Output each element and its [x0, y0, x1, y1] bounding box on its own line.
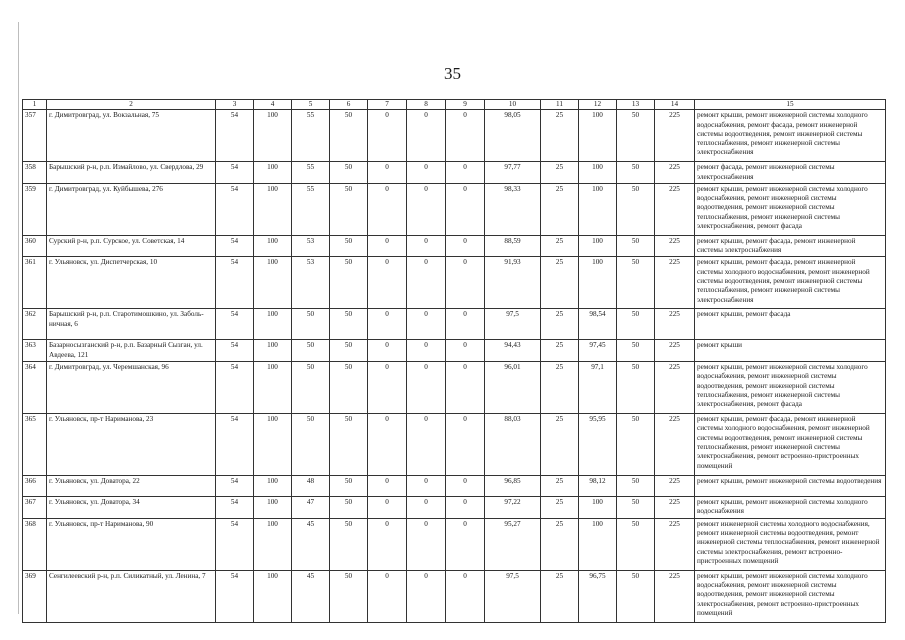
value-cell: 50	[292, 362, 330, 414]
value-cell: 50	[292, 309, 330, 340]
value-cell: 100	[254, 570, 292, 622]
value-cell: 225	[655, 570, 695, 622]
column-header: 9	[446, 100, 485, 110]
value-cell: 50	[617, 309, 655, 340]
value-cell: 97,5	[485, 570, 541, 622]
value-cell: 25	[541, 414, 579, 476]
value-cell: 98,05	[485, 110, 541, 162]
value-cell: 0	[368, 340, 407, 362]
address-cell: г. Димитровград, ул. Черемшанская, 96	[47, 362, 216, 414]
value-cell: 50	[617, 162, 655, 184]
value-cell: 91,93	[485, 257, 541, 309]
works-cell: ремонт крыши, ремонт инженерной системы холодного водоснабжения, ремонт инженерной системы водоотведения, ремонт инженерной системы теплоснабжения, ремонт инженерной системы электроснабжения, ремонт фасада	[695, 362, 886, 414]
column-header: 10	[485, 100, 541, 110]
value-cell: 25	[541, 362, 579, 414]
table-row	[23, 162, 886, 184]
row-number: 359	[23, 183, 47, 235]
address-cell: г. Ульяновск, пр-т Нариманова, 90	[47, 518, 216, 570]
value-cell: 0	[368, 162, 407, 184]
value-cell: 0	[407, 183, 446, 235]
value-cell: 97,45	[579, 340, 617, 362]
table-row	[23, 518, 886, 570]
value-cell: 100	[579, 518, 617, 570]
value-cell: 225	[655, 518, 695, 570]
value-cell: 48	[292, 476, 330, 497]
value-cell: 54	[216, 476, 254, 497]
value-cell: 0	[446, 257, 485, 309]
column-header: 8	[407, 100, 446, 110]
value-cell: 225	[655, 235, 695, 257]
works-cell: ремонт крыши, ремонт фасада	[695, 309, 886, 340]
value-cell: 55	[292, 110, 330, 162]
value-cell: 0	[368, 570, 407, 622]
value-cell: 0	[446, 183, 485, 235]
value-cell: 50	[617, 570, 655, 622]
value-cell: 100	[579, 235, 617, 257]
value-cell: 55	[292, 162, 330, 184]
value-cell: 0	[368, 110, 407, 162]
value-cell: 0	[446, 110, 485, 162]
value-cell: 50	[330, 476, 368, 497]
value-cell: 225	[655, 497, 695, 519]
row-number: 363	[23, 340, 47, 362]
column-header: 6	[330, 100, 368, 110]
value-cell: 97,77	[485, 162, 541, 184]
value-cell: 0	[368, 362, 407, 414]
value-cell: 50	[330, 162, 368, 184]
value-cell: 95,95	[579, 414, 617, 476]
value-cell: 0	[446, 235, 485, 257]
value-cell: 50	[330, 257, 368, 309]
works-cell: ремонт крыши, ремонт инженерной системы холодного водоснабжения, ремонт инженерной системы водоотведения, ремонт инженерной системы электроснабжения, ремонт встроенно-пристроенных помещений	[695, 570, 886, 622]
address-cell: г. Ульяновск, ул. Доватора, 22	[47, 476, 216, 497]
address-cell: г. Ульяновск, пр-т Нариманова, 23	[47, 414, 216, 476]
value-cell: 100	[254, 183, 292, 235]
value-cell: 50	[330, 235, 368, 257]
value-cell: 0	[368, 183, 407, 235]
value-cell: 225	[655, 414, 695, 476]
row-number: 357	[23, 110, 47, 162]
column-header: 11	[541, 100, 579, 110]
value-cell: 95,27	[485, 518, 541, 570]
value-cell: 25	[541, 570, 579, 622]
value-cell: 0	[368, 476, 407, 497]
table-row	[23, 414, 886, 476]
table-row	[23, 340, 886, 362]
value-cell: 25	[541, 497, 579, 519]
value-cell: 96,85	[485, 476, 541, 497]
value-cell: 0	[407, 257, 446, 309]
value-cell: 54	[216, 570, 254, 622]
address-cell: Барышский р-н, р.п. Старотимошкино, ул. Забольничная, 6	[47, 309, 216, 340]
value-cell: 97,1	[579, 362, 617, 414]
value-cell: 54	[216, 162, 254, 184]
value-cell: 0	[446, 476, 485, 497]
value-cell: 50	[330, 362, 368, 414]
table-row	[23, 476, 886, 497]
column-header: 4	[254, 100, 292, 110]
address-cell: Барышский р-н, р.п. Измайлово, ул. Свердлова, 29	[47, 162, 216, 184]
value-cell: 0	[446, 414, 485, 476]
value-cell: 0	[446, 162, 485, 184]
value-cell: 100	[579, 257, 617, 309]
value-cell: 100	[254, 362, 292, 414]
value-cell: 0	[446, 518, 485, 570]
margin-rule	[18, 22, 19, 614]
works-cell: ремонт крыши, ремонт инженерной системы холодного водоснабжения, ремонт фасада, ремонт инженерной системы водоотведения, ремонт инженерной системы теплоснабжения, ремонт инженерной системы электроснабжения	[695, 110, 886, 162]
value-cell: 100	[579, 497, 617, 519]
value-cell: 100	[254, 309, 292, 340]
value-cell: 50	[330, 183, 368, 235]
value-cell: 225	[655, 340, 695, 362]
table-row	[23, 110, 886, 162]
row-number: 367	[23, 497, 47, 519]
value-cell: 0	[407, 476, 446, 497]
works-cell: ремонт крыши, ремонт инженерной системы холодного водоснабжения, ремонт инженерной системы водоотведения, ремонт инженерной системы теплоснабжения, ремонт инженерной системы электроснабжения, ремонт фасада	[695, 183, 886, 235]
value-cell: 25	[541, 476, 579, 497]
row-number: 364	[23, 362, 47, 414]
row-number: 369	[23, 570, 47, 622]
value-cell: 50	[617, 183, 655, 235]
value-cell: 50	[292, 414, 330, 476]
table-row	[23, 570, 886, 622]
value-cell: 50	[330, 309, 368, 340]
value-cell: 53	[292, 257, 330, 309]
value-cell: 53	[292, 235, 330, 257]
value-cell: 225	[655, 476, 695, 497]
value-cell: 225	[655, 183, 695, 235]
value-cell: 225	[655, 362, 695, 414]
row-number: 365	[23, 414, 47, 476]
value-cell: 0	[446, 340, 485, 362]
value-cell: 0	[368, 235, 407, 257]
row-number: 368	[23, 518, 47, 570]
row-number: 362	[23, 309, 47, 340]
value-cell: 0	[407, 162, 446, 184]
header-row	[23, 100, 886, 110]
value-cell: 100	[254, 497, 292, 519]
value-cell: 100	[254, 414, 292, 476]
value-cell: 0	[446, 497, 485, 519]
value-cell: 54	[216, 110, 254, 162]
row-number: 361	[23, 257, 47, 309]
value-cell: 0	[407, 110, 446, 162]
row-number: 358	[23, 162, 47, 184]
column-header: 5	[292, 100, 330, 110]
value-cell: 98,54	[579, 309, 617, 340]
works-cell: ремонт крыши, ремонт фасада, ремонт инженерной системы холодного водоснабжения, ремонт инженерной системы водоотведения, ремонт инженерной системы теплоснабжения, ремонт инженерной системы электроснабжения	[695, 257, 886, 309]
value-cell: 45	[292, 518, 330, 570]
value-cell: 54	[216, 518, 254, 570]
value-cell: 50	[617, 518, 655, 570]
value-cell: 50	[617, 362, 655, 414]
value-cell: 100	[254, 476, 292, 497]
value-cell: 50	[330, 414, 368, 476]
page-number: 35	[444, 64, 461, 83]
value-cell: 54	[216, 497, 254, 519]
value-cell: 100	[579, 183, 617, 235]
value-cell: 50	[330, 340, 368, 362]
value-cell: 98,33	[485, 183, 541, 235]
value-cell: 50	[330, 518, 368, 570]
value-cell: 0	[407, 414, 446, 476]
value-cell: 54	[216, 235, 254, 257]
value-cell: 0	[407, 235, 446, 257]
address-cell: г. Ульяновск, ул. Доватора, 34	[47, 497, 216, 519]
value-cell: 50	[292, 340, 330, 362]
works-cell: ремонт крыши	[695, 340, 886, 362]
value-cell: 25	[541, 518, 579, 570]
value-cell: 0	[368, 309, 407, 340]
value-cell: 0	[407, 518, 446, 570]
value-cell: 0	[368, 257, 407, 309]
value-cell: 100	[254, 340, 292, 362]
column-header: 1	[23, 100, 47, 110]
value-cell: 0	[407, 340, 446, 362]
value-cell: 25	[541, 235, 579, 257]
value-cell: 50	[617, 110, 655, 162]
value-cell: 100	[579, 110, 617, 162]
value-cell: 50	[330, 497, 368, 519]
value-cell: 47	[292, 497, 330, 519]
value-cell: 0	[407, 309, 446, 340]
value-cell: 25	[541, 257, 579, 309]
value-cell: 0	[407, 362, 446, 414]
works-cell: ремонт фасада, ремонт инженерной системы электроснабжения	[695, 162, 886, 184]
column-header: 2	[47, 100, 216, 110]
value-cell: 100	[254, 235, 292, 257]
table-row	[23, 183, 886, 235]
value-cell: 50	[617, 340, 655, 362]
value-cell: 0	[446, 309, 485, 340]
column-header: 13	[617, 100, 655, 110]
address-cell: Сенгилеевский р-н, р.п. Силикатный, ул. Ленина, 7	[47, 570, 216, 622]
works-cell: ремонт крыши, ремонт фасада, ремонт инженерной системы электроснабжения	[695, 235, 886, 257]
value-cell: 25	[541, 340, 579, 362]
column-header: 3	[216, 100, 254, 110]
value-cell: 225	[655, 309, 695, 340]
value-cell: 50	[330, 570, 368, 622]
value-cell: 25	[541, 183, 579, 235]
address-cell: г. Ульяновск, ул. Диспетчерская, 10	[47, 257, 216, 309]
table-row	[23, 362, 886, 414]
value-cell: 50	[617, 414, 655, 476]
value-cell: 0	[446, 362, 485, 414]
value-cell: 0	[368, 414, 407, 476]
value-cell: 0	[407, 497, 446, 519]
column-header: 12	[579, 100, 617, 110]
value-cell: 25	[541, 162, 579, 184]
works-cell: ремонт крыши, ремонт инженерной системы холодного водоснабжения	[695, 497, 886, 519]
value-cell: 54	[216, 340, 254, 362]
address-cell: Сурский р-н, р.п. Сурское, ул. Советская, 14	[47, 235, 216, 257]
value-cell: 100	[254, 257, 292, 309]
value-cell: 50	[617, 476, 655, 497]
address-cell: г. Димитровград, ул. Вокзальная, 75	[47, 110, 216, 162]
table-row	[23, 257, 886, 309]
value-cell: 225	[655, 257, 695, 309]
value-cell: 0	[368, 518, 407, 570]
works-cell: ремонт крыши, ремонт фасада, ремонт инженерной системы холодного водоснабжения, ремонт инженерной системы водоотведения, ремонт инженерной системы теплоснабжения, ремонт инженерной системы электроснабжения, ремонт встроенно-пристроенных помещений	[695, 414, 886, 476]
value-cell: 97,22	[485, 497, 541, 519]
column-header: 15	[695, 100, 886, 110]
address-cell: г. Димитровград, ул. Куйбышева, 276	[47, 183, 216, 235]
value-cell: 45	[292, 570, 330, 622]
table-row	[23, 497, 886, 519]
value-cell: 97,5	[485, 309, 541, 340]
column-header: 14	[655, 100, 695, 110]
address-cell: Базарносызганский р-н, р.п. Базарный Сызган, ул. Авдеева, 121	[47, 340, 216, 362]
value-cell: 0	[407, 570, 446, 622]
column-header: 7	[368, 100, 407, 110]
works-cell: ремонт инженерной системы холодного водоснабжения, ремонт инженерной системы водоотведения, ремонт инженерной системы теплоснабжения, ремонт инженерной системы электроснабжения, ремонт встроенно-пристроенных помещений	[695, 518, 886, 570]
value-cell: 50	[617, 235, 655, 257]
value-cell: 100	[579, 162, 617, 184]
value-cell: 98,12	[579, 476, 617, 497]
table-row	[23, 309, 886, 340]
value-cell: 96,01	[485, 362, 541, 414]
value-cell: 0	[368, 497, 407, 519]
objects-table	[22, 99, 886, 623]
works-cell: ремонт крыши, ремонт инженерной системы водоотведения	[695, 476, 886, 497]
value-cell: 54	[216, 362, 254, 414]
value-cell: 94,43	[485, 340, 541, 362]
value-cell: 88,03	[485, 414, 541, 476]
value-cell: 100	[254, 162, 292, 184]
value-cell: 25	[541, 309, 579, 340]
value-cell: 50	[617, 257, 655, 309]
value-cell: 25	[541, 110, 579, 162]
value-cell: 50	[330, 110, 368, 162]
row-number: 366	[23, 476, 47, 497]
value-cell: 0	[446, 570, 485, 622]
table-row	[23, 235, 886, 257]
value-cell: 100	[254, 110, 292, 162]
value-cell: 88,59	[485, 235, 541, 257]
value-cell: 96,75	[579, 570, 617, 622]
value-cell: 54	[216, 257, 254, 309]
value-cell: 225	[655, 162, 695, 184]
row-number: 360	[23, 235, 47, 257]
value-cell: 55	[292, 183, 330, 235]
value-cell: 50	[617, 497, 655, 519]
value-cell: 54	[216, 183, 254, 235]
value-cell: 54	[216, 414, 254, 476]
value-cell: 100	[254, 518, 292, 570]
value-cell: 54	[216, 309, 254, 340]
value-cell: 225	[655, 110, 695, 162]
